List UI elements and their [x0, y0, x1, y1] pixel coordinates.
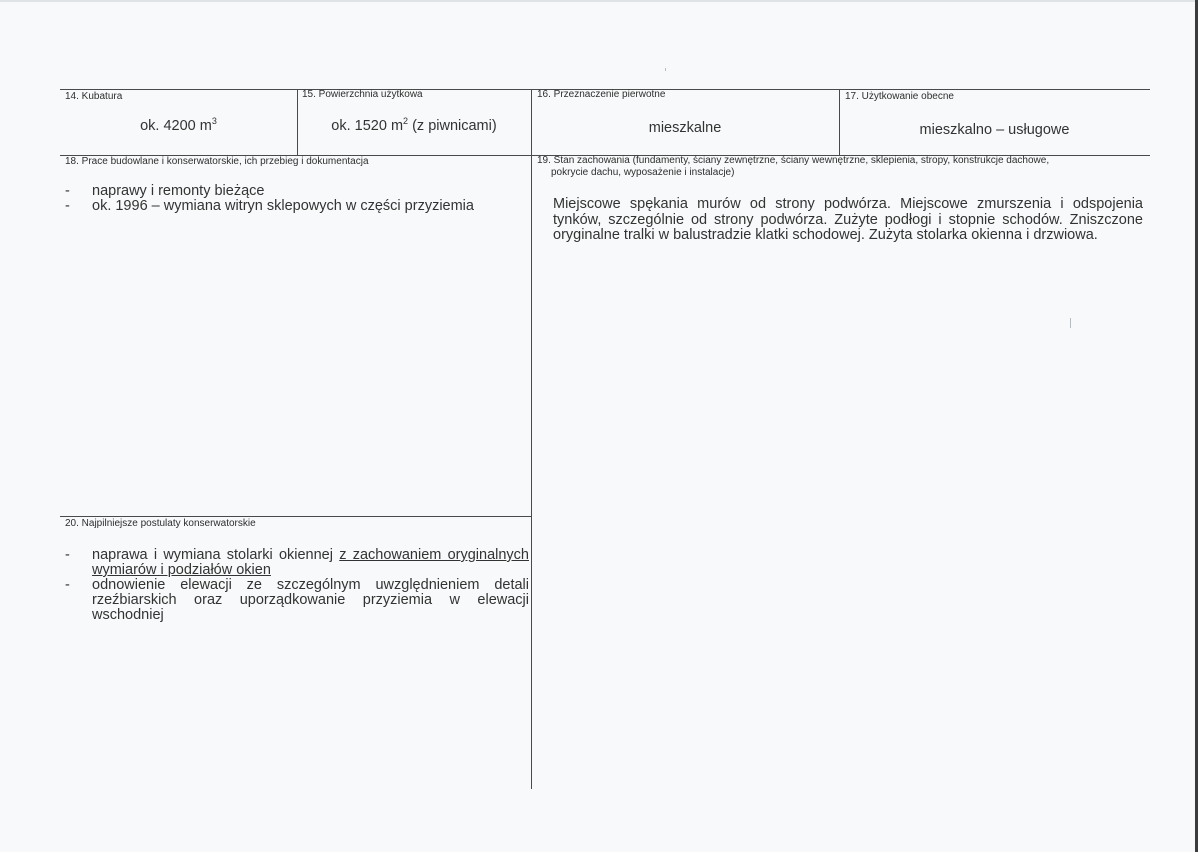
field-18-list — [60, 184, 530, 214]
field-14-exponent: 3 — [211, 116, 217, 126]
field-17-label: 17. Użytkowanie obecne — [845, 91, 954, 102]
list-item — [60, 548, 529, 578]
bullet-dash: - — [65, 198, 70, 214]
list-item-text: naprawy i remonty bieżące — [92, 183, 265, 199]
field-18-label: 18. Prace budowlane i konserwatorskie, ich przebieg i dokumentacja — [65, 156, 369, 167]
list-item-text: naprawa i wymiana stolarki okiennej — [92, 547, 340, 563]
field-14-value — [60, 117, 297, 135]
underlined-text: wymiarów i podziałów okien — [92, 562, 271, 578]
field-16-value: mieszkalne — [648, 120, 722, 136]
list-item — [60, 184, 530, 199]
list-item — [60, 578, 529, 623]
list-item-line2: rzeźbiarskich oraz uporządkowanie przyziemia w elewacji wschodniej — [92, 592, 529, 623]
list-item-line2 — [92, 563, 529, 578]
field-15-label: 15. Powierzchnia użytkowa — [302, 89, 423, 100]
list-item — [60, 199, 530, 214]
underlined-text: z zachowaniem oryginalnych — [339, 547, 529, 563]
field-16-label: 16. Przeznaczenie pierwotne — [537, 89, 666, 100]
divider-15-16 — [531, 89, 532, 789]
field-14-label: 14. Kubatura — [65, 91, 123, 102]
field-15-exponent: 2 — [403, 116, 409, 126]
field-15-value — [297, 117, 531, 135]
bullet-dash: - — [65, 577, 70, 593]
list-item-text: ok. 1996 – wymiana witryn sklepowych w części przyziemia — [92, 198, 474, 214]
field-20-label: 20. Najpilniejsze postulaty konserwatorskie — [65, 518, 256, 529]
field-17-value: mieszkalno – usługowe — [919, 122, 1070, 138]
field-20-list — [60, 548, 529, 623]
field-19-label-line2: pokrycie dachu, wyposażenie i instalacje) — [551, 167, 735, 178]
scan-speck — [665, 68, 666, 71]
field-15-note: (z piwnicami) — [408, 118, 497, 134]
field-19-label-line1: 19. Stan zachowania (fundamenty, ściany zewnętrzne, ściany wewnętrzne, sklepienia, stropy, konstrukcje dachowe, — [537, 155, 1050, 166]
scan-speck — [1070, 318, 1071, 328]
field-14-number: ok. 4200 m — [140, 118, 212, 134]
field-19-text: Miejscowe spękania murów od strony podwórza. Miejscowe zmurszenia i odspojenia tynków, szczególnie od strony podwórza. Zużyte podłogi i stopnie schodów. Zniszczone oryginalne tralki w balustradzie klatki schodowej. Zużyta stolarka okienna i drzwiowa. — [553, 196, 1143, 243]
bullet-dash: - — [65, 547, 70, 563]
field-15-number: ok. 1520 m — [331, 118, 404, 134]
list-item-line1 — [92, 548, 529, 563]
list-item-line1: odnowienie elewacji ze szczególnym uwzględnieniem detali — [92, 577, 529, 593]
section-20-top-border — [60, 516, 531, 517]
bullet-dash: - — [65, 183, 70, 199]
page-edge-top — [0, 0, 1198, 2]
